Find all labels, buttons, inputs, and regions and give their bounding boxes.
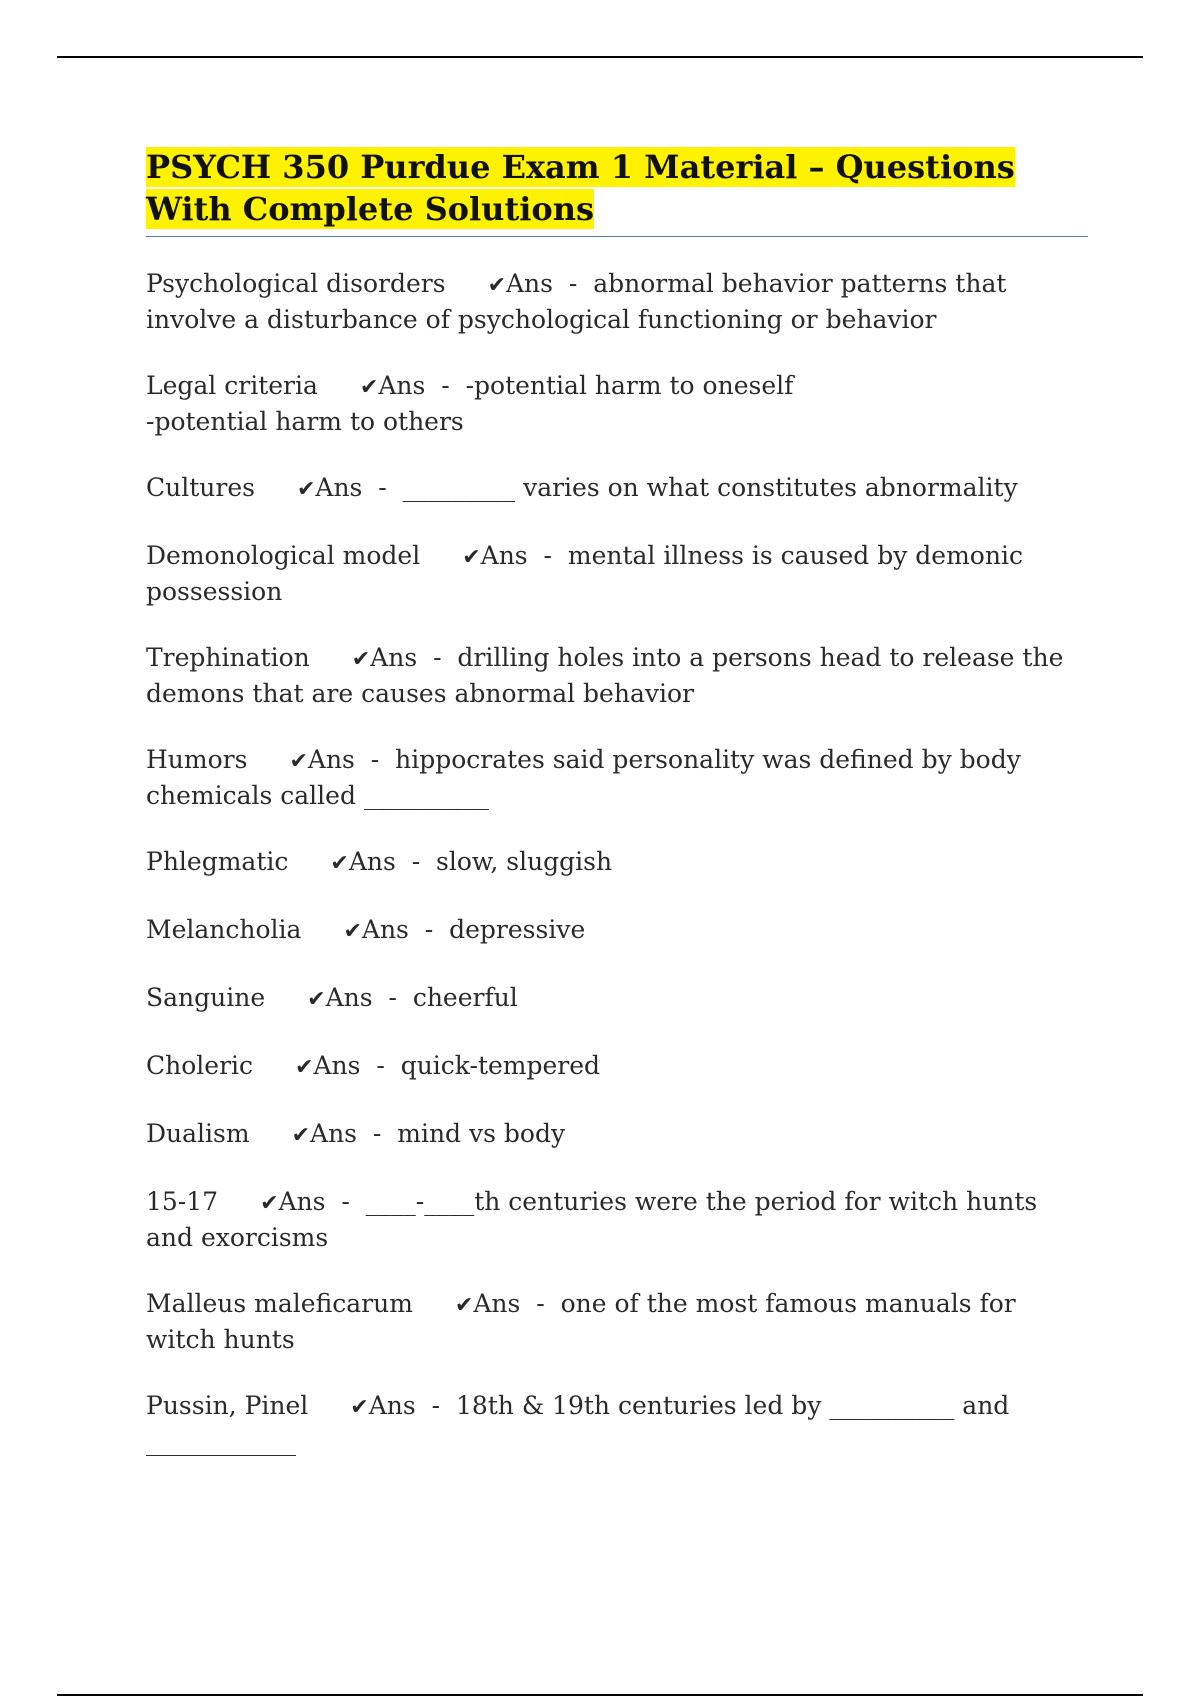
ans-label: Ans — [325, 983, 373, 1012]
check-icon: ✔ — [487, 273, 506, 298]
qa-item: Phlegmatic ✔Ans - slow, sluggish — [146, 847, 613, 876]
check-icon: ✔ — [289, 749, 308, 774]
qa-term: Humors — [146, 745, 248, 774]
qa-item: Pussin, Pinel ✔Ans - 18th & 19th centuries led by __________ and ____________ — [146, 1391, 1018, 1456]
qa-item: Melancholia ✔Ans - depressive — [146, 915, 586, 944]
title-highlight: PSYCH 350 Purdue Exam 1 Material – Questions With Complete Solutions — [146, 148, 1015, 228]
ans-label: Ans — [370, 643, 418, 672]
ans-label: Ans — [348, 847, 396, 876]
qa-item: Trephination ✔Ans - drilling holes into a persons head to release the demons that are causes abnormal behavior — [146, 643, 1072, 708]
ans-label: Ans — [313, 1051, 361, 1080]
qa-term: Sanguine — [146, 983, 266, 1012]
qa-term: Malleus maleficarum — [146, 1289, 413, 1318]
qa-answer: abnormal behavior patterns that involve a disturbance of psychological functioning or behavior — [146, 269, 1015, 334]
check-icon: ✔ — [351, 647, 371, 672]
qa-term: 15-17 — [146, 1187, 219, 1216]
qa-term: Pussin, Pinel — [146, 1391, 309, 1420]
footer-rule — [57, 1694, 1143, 1696]
check-icon: ✔ — [359, 375, 379, 400]
title-underline — [146, 236, 1088, 237]
qa-answer: drilling holes into a persons head to release the demons that are causes abnormal behavior — [146, 643, 1072, 708]
qa-item: Cultures ✔Ans - _________ varies on what constitutes abnormality — [146, 473, 1018, 502]
qa-item: Demonological model ✔Ans - mental illness is caused by demonic possession — [146, 541, 1031, 606]
check-icon: ✔ — [260, 1191, 279, 1216]
qa-term: Cultures — [146, 473, 255, 502]
ans-label: Ans — [310, 1119, 358, 1148]
qa-item: Sanguine ✔Ans - cheerful — [146, 983, 518, 1012]
qa-answer: depressive — [449, 915, 586, 944]
qa-answer: -potential harm to oneself -potential harm to others — [146, 371, 794, 436]
qa-item: Psychological disorders ✔Ans - abnormal behavior patterns that involve a disturbance of psychological functioning or behavior — [146, 269, 1015, 334]
ans-label: Ans — [506, 269, 553, 298]
qa-answer: mind vs body — [397, 1119, 566, 1148]
qa-term: Trephination — [146, 643, 310, 672]
qa-item: Dualism ✔Ans - mind vs body — [146, 1119, 566, 1148]
qa-term: Legal criteria — [146, 371, 318, 400]
check-icon: ✔ — [350, 1395, 369, 1420]
qa-answer: one of the most famous manuals for witch hunts — [146, 1289, 1024, 1354]
check-icon: ✔ — [295, 1055, 314, 1080]
qa-answer: slow, sluggish — [436, 847, 613, 876]
qa-term: Dualism — [146, 1119, 250, 1148]
qa-list — [146, 267, 1088, 1459]
qa-item: 15-17 ✔Ans - ____-____th centuries were the period for witch hunts and exorcisms — [146, 1187, 1046, 1252]
ans-label: Ans — [361, 915, 409, 944]
qa-answer: quick-tempered — [400, 1051, 601, 1080]
ans-label: Ans — [278, 1187, 326, 1216]
qa-term: Melancholia — [146, 915, 302, 944]
qa-term: Demonological model — [146, 541, 421, 570]
qa-item: Malleus maleficarum ✔Ans - one of the most famous manuals for witch hunts — [146, 1289, 1024, 1354]
qa-answer: 18th & 19th centuries led by __________ and ____________ — [146, 1391, 1018, 1456]
qa-answer: cheerful — [412, 983, 518, 1012]
qa-item: Legal criteria ✔Ans - -potential harm to oneself -potential harm to others — [146, 371, 794, 436]
ans-label: Ans — [315, 473, 363, 502]
header-rule — [57, 56, 1143, 58]
ans-label: Ans — [480, 541, 528, 570]
qa-term: Choleric — [146, 1051, 254, 1080]
qa-term: Psychological disorders — [146, 269, 446, 298]
qa-answer: mental illness is caused by demonic possession — [146, 541, 1031, 606]
qa-item: Humors ✔Ans - hippocrates said personality was defined by body chemicals called __________ — [146, 745, 1029, 810]
qa-answer: _________ varies on what constitutes abnormality — [402, 473, 1018, 502]
check-icon: ✔ — [291, 1123, 311, 1148]
qa-item: Choleric ✔Ans - quick-tempered — [146, 1051, 601, 1080]
check-icon: ✔ — [330, 851, 349, 876]
ans-label: Ans — [368, 1391, 416, 1420]
check-icon: ✔ — [296, 477, 316, 502]
ans-label: Ans — [378, 371, 426, 400]
ans-label: Ans — [307, 745, 355, 774]
document-body — [146, 146, 1088, 1491]
check-icon: ✔ — [462, 545, 481, 570]
qa-term: Phlegmatic — [146, 847, 289, 876]
check-icon: ✔ — [343, 919, 362, 944]
check-icon: ✔ — [454, 1293, 474, 1318]
ans-label: Ans — [473, 1289, 521, 1318]
check-icon: ✔ — [307, 987, 326, 1012]
qa-answer: ____-____th centuries were the period for witch hunts and exorcisms — [146, 1187, 1046, 1252]
qa-answer: hippocrates said personality was defined by body chemicals called __________ — [146, 745, 1029, 810]
document-title — [146, 146, 1088, 230]
